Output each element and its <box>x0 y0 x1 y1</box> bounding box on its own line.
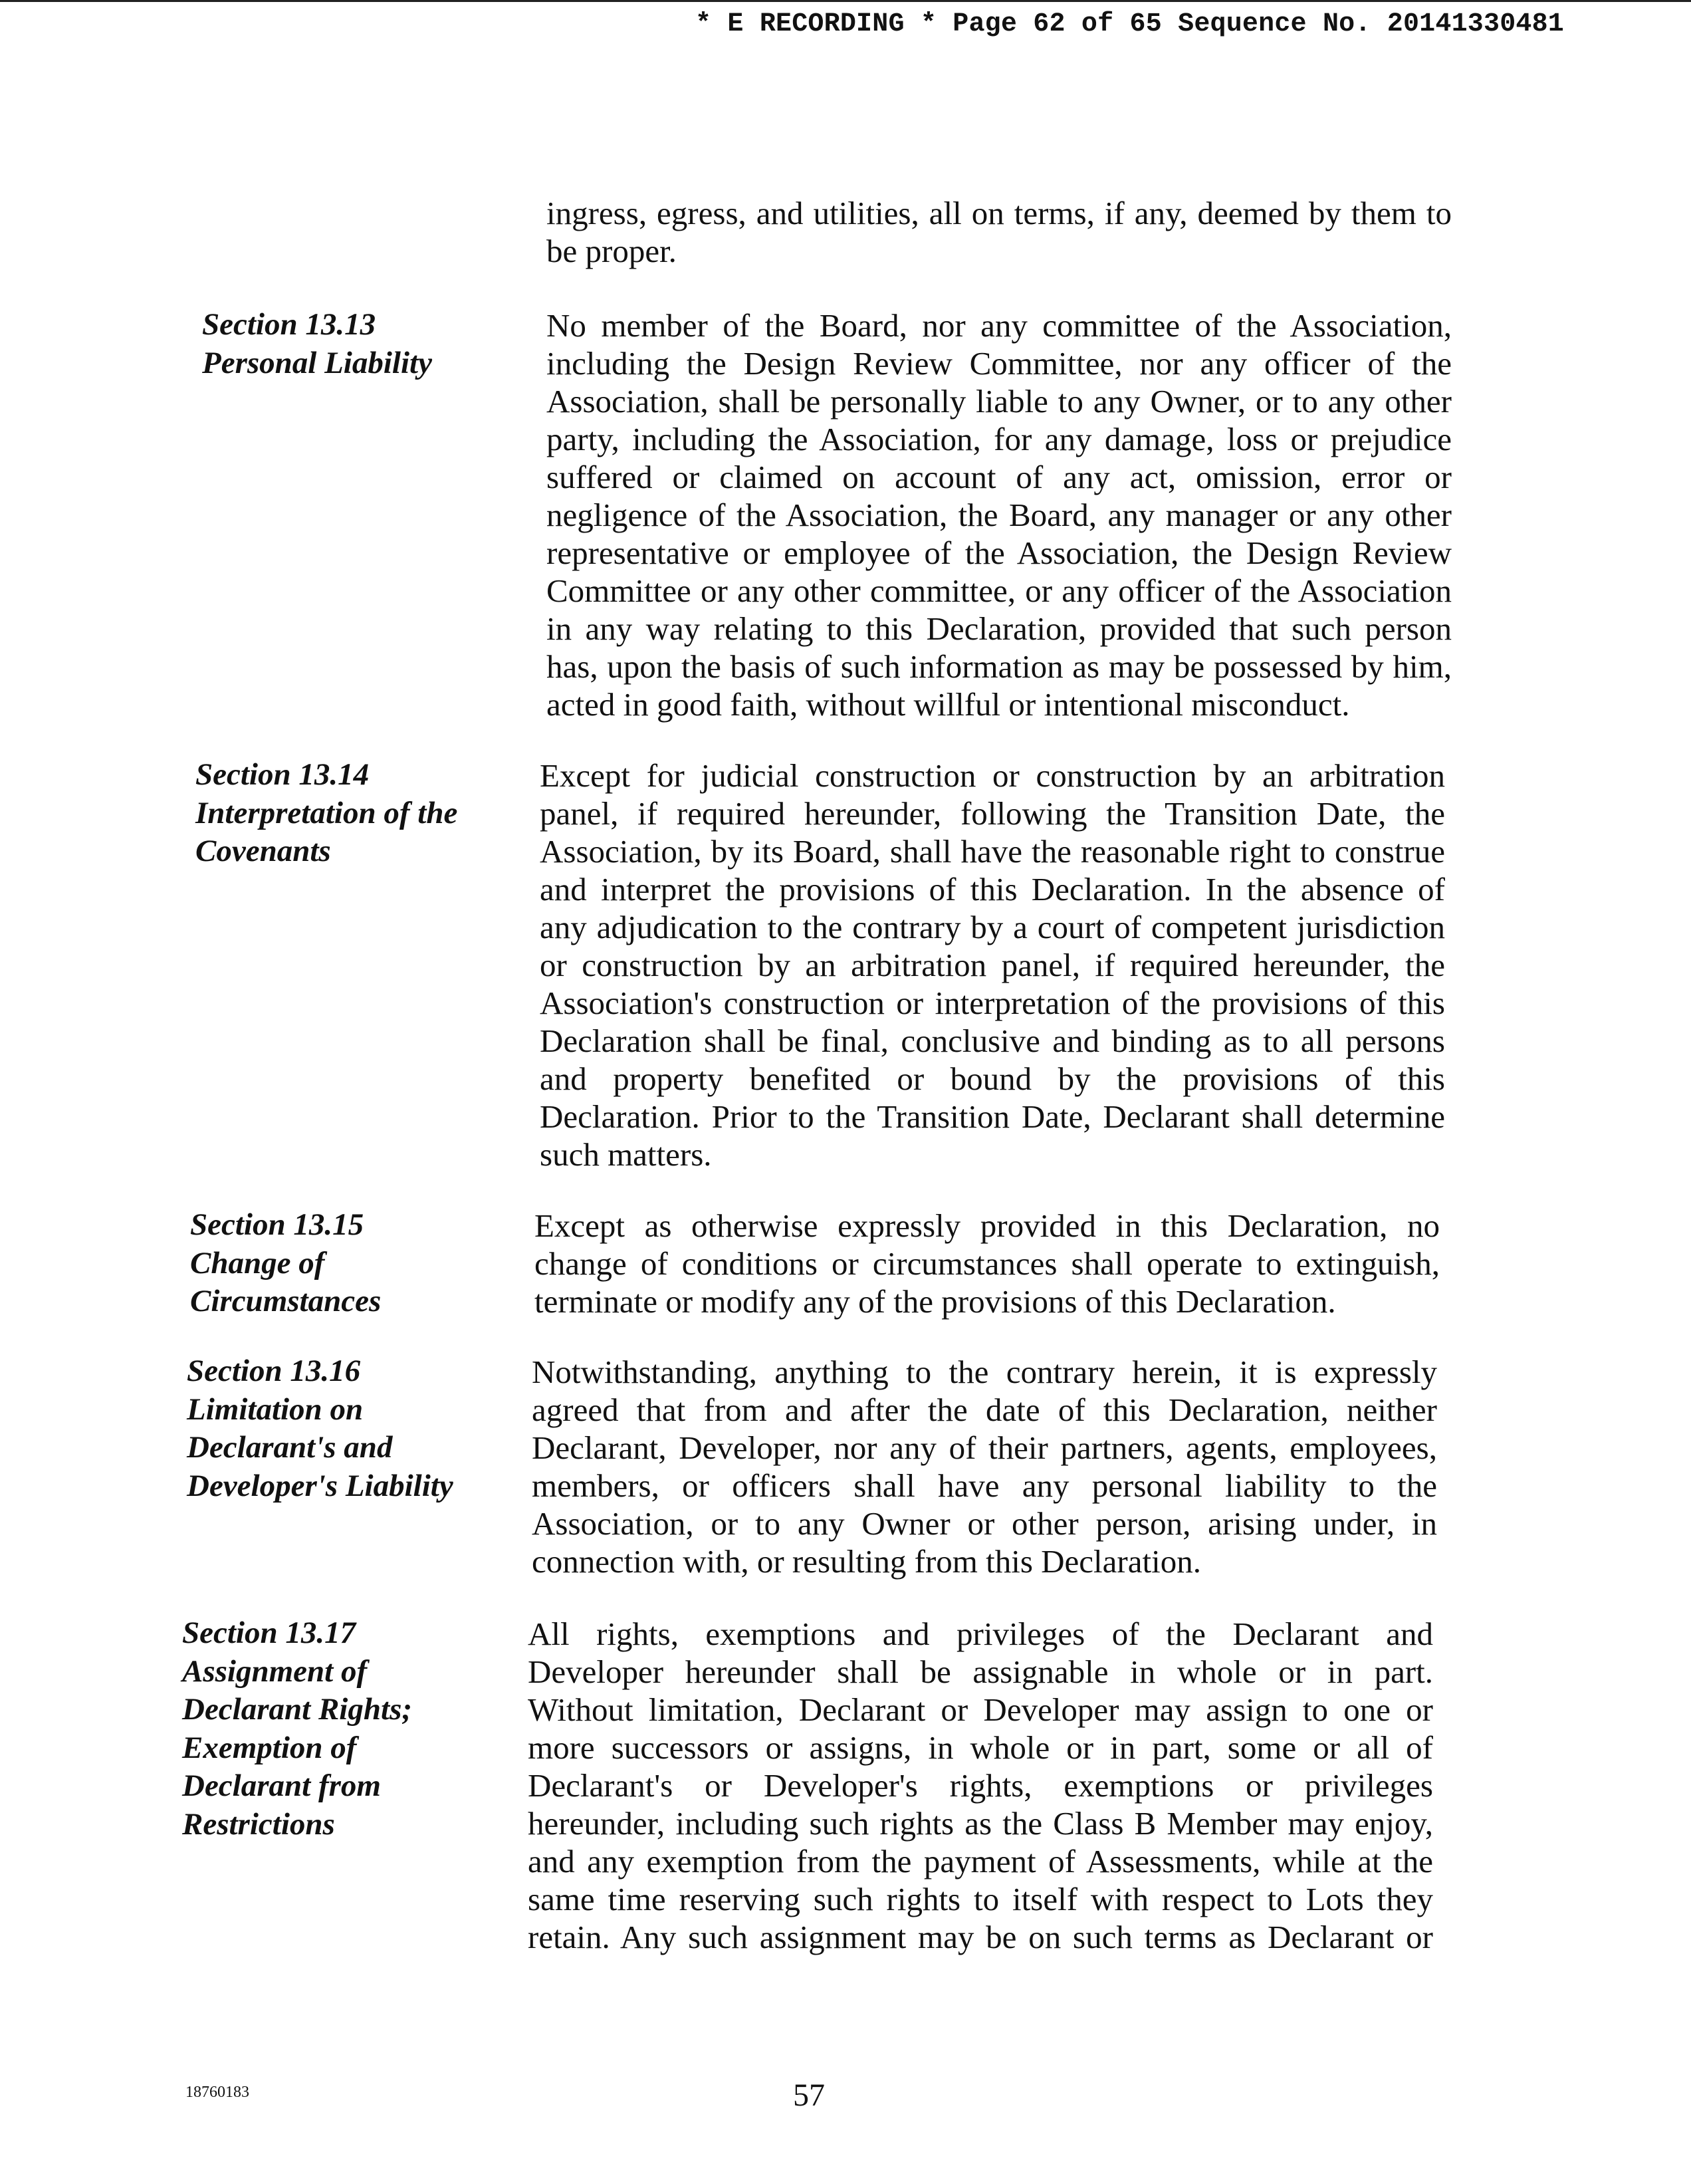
text-line: Declarant's or Developer's rights, exemptions or privileges <box>528 1767 1433 1804</box>
text-line: agreed that from and after the date of this Declaration, neither <box>532 1392 1437 1428</box>
section-heading <box>195 756 457 871</box>
heading-line: Section 13.16 <box>187 1354 361 1388</box>
text-line: terminate or modify any of the provisions of this Declaration. <box>534 1283 1336 1320</box>
heading-line: Exemption of <box>182 1730 357 1765</box>
section-body <box>534 1207 1440 1320</box>
document-id: 18760183 <box>185 2084 249 2101</box>
text-line: and interpret the provisions of this Declaration. In the absence of <box>540 871 1445 908</box>
text-line: Declaration shall be final, conclusive and binding as to all persons <box>540 1023 1445 1059</box>
text-line: has, upon the basis of such information as may be possessed by him, <box>546 648 1452 685</box>
heading-line: Section 13.14 <box>195 757 370 792</box>
heading-line: Personal Liability <box>202 345 432 380</box>
text-line: including the Design Review Committee, nor any officer of the <box>546 345 1452 382</box>
text-line: party, including the Association, for any damage, loss or prejudice <box>546 421 1452 457</box>
section-body <box>540 757 1445 1173</box>
section-body <box>528 1615 1433 1956</box>
heading-line: Covenants <box>195 834 331 868</box>
text-line: Association, or to any Owner or other person, arising under, in <box>532 1505 1437 1542</box>
heading-line: Section 13.15 <box>190 1207 364 1242</box>
text-line: members, or officers shall have any personal liability to the <box>532 1467 1437 1504</box>
heading-line: Developer's Liability <box>187 1468 453 1503</box>
text-line: any adjudication to the contrary by a court of competent jurisdiction <box>540 909 1445 945</box>
page-number: 57 <box>793 2078 825 2113</box>
text-line: All rights, exemptions and privileges of the Declarant and <box>528 1616 1433 1652</box>
text-line: be proper. <box>546 233 677 269</box>
continuation-paragraph <box>546 194 1452 270</box>
text-line: hereunder, including such rights as the Class B Member may enjoy, <box>528 1805 1433 1842</box>
text-line: Declarant, Developer, nor any of their partners, agents, employees, <box>532 1429 1437 1466</box>
section-heading <box>187 1352 453 1505</box>
text-line: and any exemption from the payment of Assessments, while at the <box>528 1843 1433 1880</box>
text-line: No member of the Board, nor any committee of the Association, <box>546 307 1452 344</box>
text-line: negligence of the Association, the Board, any manager or any other <box>546 497 1452 533</box>
section-body <box>546 306 1452 723</box>
text-line: suffered or claimed on account of any act, omission, error or <box>546 459 1452 495</box>
text-line: ingress, egress, and utilities, all on terms, if any, deemed by them to <box>546 195 1452 231</box>
section-body <box>532 1353 1437 1580</box>
text-line: more successors or assigns, in whole or in part, some or all of <box>528 1729 1433 1766</box>
heading-line: Limitation on <box>187 1392 364 1427</box>
text-line: in any way relating to this Declaration, provided that such person <box>546 610 1452 647</box>
text-line: such matters. <box>540 1136 712 1173</box>
text-line: representative or employee of the Association, the Design Review <box>546 535 1452 571</box>
heading-line: Section 13.17 <box>182 1616 356 1650</box>
text-line: connection with, or resulting from this Declaration. <box>532 1543 1201 1580</box>
text-line: or construction by an arbitration panel, if required hereunder, the <box>540 947 1445 983</box>
heading-line: Declarant Rights; <box>182 1692 413 1727</box>
text-line: retain. Any such assignment may be on such terms as Declarant or <box>528 1919 1433 1955</box>
heading-line: Restrictions <box>182 1806 335 1842</box>
text-line: Without limitation, Declarant or Developer may assign to one or <box>528 1691 1433 1728</box>
heading-line: Change of <box>190 1245 325 1280</box>
page-top-border <box>0 0 1691 2</box>
heading-line: Declarant's and <box>187 1430 393 1465</box>
text-line: Association's construction or interpretation of the provisions of this <box>540 985 1445 1021</box>
text-line: acted in good faith, without willful or intentional misconduct. <box>546 686 1350 723</box>
section-heading <box>202 306 432 382</box>
heading-line: Interpretation of the <box>195 795 458 830</box>
heading-line: Section 13.13 <box>202 307 376 342</box>
text-line: same time reserving such rights to itself with respect to Lots they <box>528 1881 1433 1917</box>
heading-line: Circumstances <box>190 1284 382 1318</box>
heading-line: Declarant from <box>182 1768 381 1803</box>
text-line: Committee or any other committee, or any officer of the Association <box>546 572 1452 609</box>
text-line: and property benefited or bound by the provisions of this <box>540 1060 1445 1097</box>
text-line: change of conditions or circumstances shall operate to extinguish, <box>534 1245 1440 1282</box>
text-line: panel, if required hereunder, following the Transition Date, the <box>540 795 1445 832</box>
text-line: Association, by its Board, shall have the reasonable right to construe <box>540 833 1445 870</box>
section-heading <box>190 1206 381 1321</box>
text-line: Except for judicial construction or construction by an arbitration <box>540 757 1445 794</box>
heading-line: Assignment of <box>182 1653 368 1689</box>
text-line: Developer hereunder shall be assignable in whole or in part. <box>528 1653 1433 1690</box>
recording-header: * E RECORDING * Page 62 of 65 Sequence No. 20141330481 <box>695 9 1565 39</box>
text-line: Declaration. Prior to the Transition Date, Declarant shall determine <box>540 1098 1445 1135</box>
text-line: Notwithstanding, anything to the contrary herein, it is expressly <box>532 1354 1437 1390</box>
text-line: Except as otherwise expressly provided in this Declaration, no <box>534 1207 1440 1244</box>
text-line: Association, shall be personally liable to any Owner, or to any other <box>546 383 1452 420</box>
section-heading <box>182 1614 412 1844</box>
